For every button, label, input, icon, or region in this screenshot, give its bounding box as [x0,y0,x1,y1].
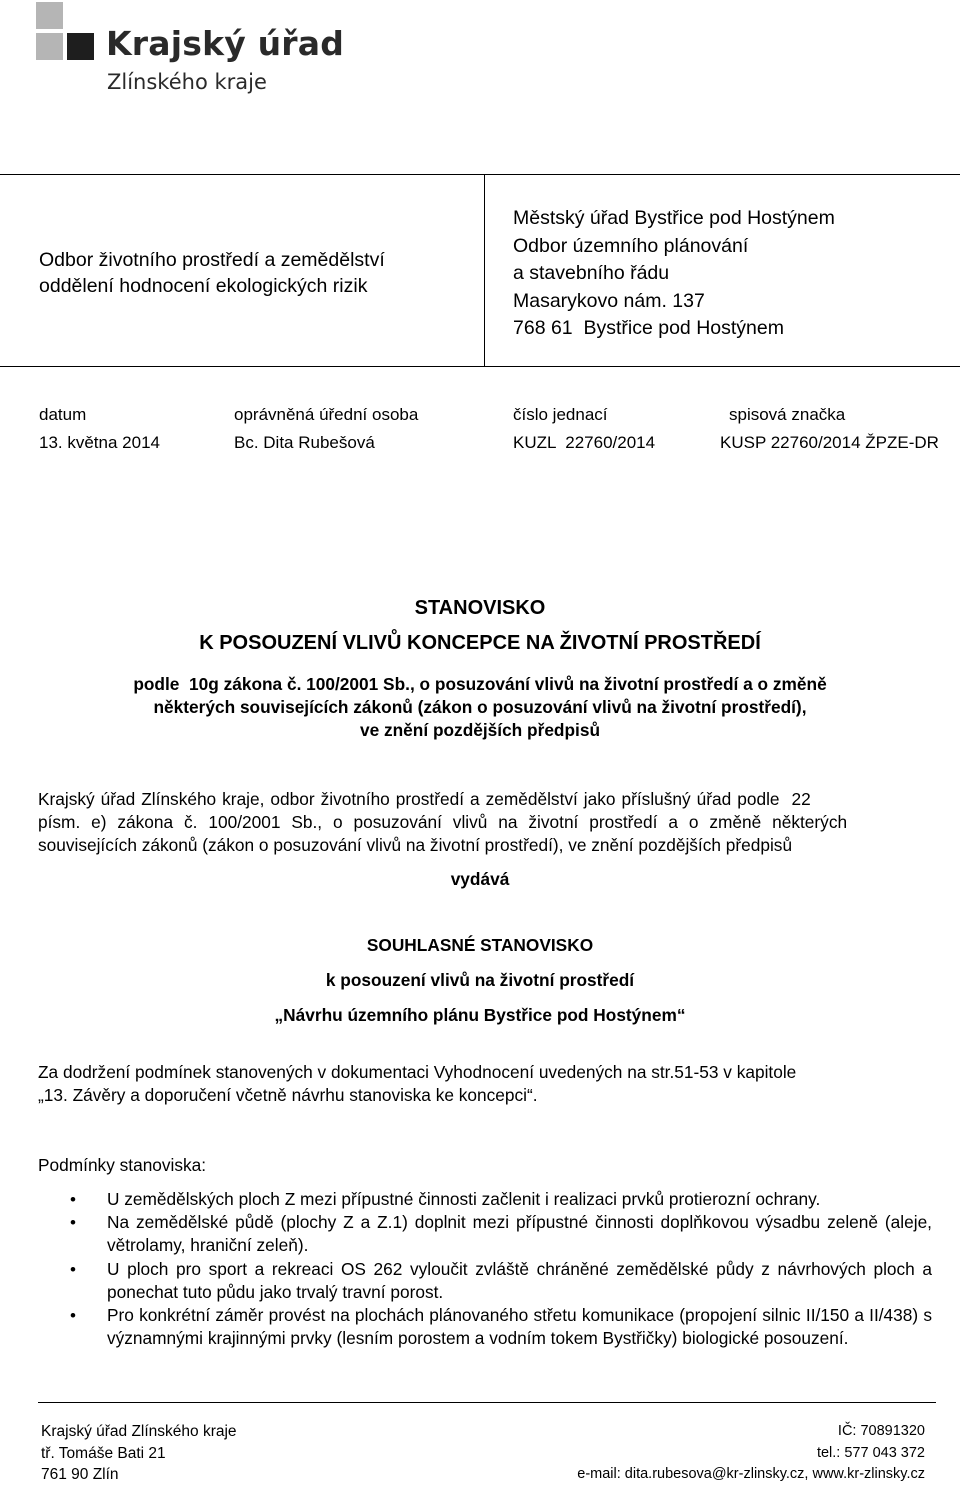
meta-label-reference: číslo jednací [513,405,608,424]
condition-item [70,1211,932,1257]
conditions-note-line-2: „13. Závěry a doporučení včetně návrhu stanoviska ke koncepci“. [38,1085,538,1105]
logo-title: Krajský úřad [106,24,345,63]
footer-address [41,1421,237,1486]
meta-official: Bc. Dita Rubešová [234,433,375,452]
intro-line-3: souvisejících zákonů (zákon o posuzování vlivů na životní prostředí), ve znění pozdějších předpisů [38,835,793,855]
recipient-line: Městský úřad Bystřice pod Hostýnem [513,207,835,229]
condition-item [70,1304,932,1350]
condition-item [70,1258,932,1304]
footer-contacts [577,1421,925,1486]
decision-subject: k posouzení vlivů na životní prostředí [325,970,635,990]
footer-ic: IČ: 70891320 [837,1423,925,1439]
condition-text: Pro konkrétní záměr provést na plochách plánovaného střetu komunikace (propojení silnic II/150 a II/438) s významnými krajinnými prvky (lesním porostem a vodním tokem Bystřičky) biologické posouzení. [107,1305,932,1349]
meta-file-mark: KUSP 22760/2014 ŽPZE-DR [720,433,939,452]
recipient-line: Masarykovo nám. 137 [513,289,705,312]
legal-basis-line-3: ve znění pozdějších předpisů [359,720,601,740]
sender-line-1: Odbor životního prostředí a zemědělství [39,249,385,271]
document-subtitle: K POSOUZENÍ VLIVŮ KONCEPCE NA ŽIVOTNÍ PROSTŘEDÍ [199,632,761,654]
bullet-icon: • [70,1213,76,1233]
address-bottom-rule [0,366,960,367]
logo-square-light [36,2,63,29]
decision-plan: „Návrhu územního plánu Bystřice pod Hostýnem“ [274,1005,686,1025]
intro-line-2: písm. e) zákona č. 100/2001 Sb., o posuzování vlivů na životní prostředí a o změně některých [38,812,848,832]
meta-label-file-mark: spisová značka [729,405,846,424]
decision-type: SOUHLASNÉ STANOVISKO [366,935,594,955]
footer-phone: tel.: 577 043 372 [816,1444,925,1461]
sender-department [39,247,385,299]
meta-label-date: datum [39,405,87,424]
recipient-line: 768 61 Bystřice pod Hostýnem [513,317,784,340]
conditions-label: Podmínky stanoviska: [38,1155,207,1175]
meta-date: 13. května 2014 [39,433,160,452]
intro-line-1: Krajský úřad Zlínského kraje, odbor životního prostředí a zemědělství jako příslušný úřad podle 22 [38,789,811,809]
recipient-line: Odbor územního plánování [513,234,749,257]
bullet-icon: • [70,1259,76,1279]
footer-city: 761 90 Zlín [41,1466,119,1483]
logo-square-dark [67,33,94,60]
conditions-note-line-1: Za dodržení podmínek stanovených v dokumentaci Vyhodnocení uvedených na str.51-53 v kapitole [38,1062,797,1082]
condition-text: Na zemědělské půdě (plochy Z a Z.1) doplnit mezi přípustné činnosti doplňkovou výsadbu zeleně (aleje, větrolamy, hraniční zeleň). [107,1212,932,1256]
footer-org: Krajský úřad Zlínského kraje [41,1423,237,1440]
logo-square-light-2 [36,33,63,60]
bullet-icon: • [70,1306,76,1326]
recipient-line: a stavebního řádu [513,262,670,285]
sender-line-2: oddělení hodnocení ekologických rizik [39,275,368,297]
meta-reference: KUZL 22760/2014 [513,433,656,452]
condition-text: U zemědělských ploch Z mezi přípustné činnosti začlenit i realizaci prvků protierozní ochrany. [107,1189,821,1209]
footer-street: tř. Tomáše Bati 21 [41,1444,166,1462]
address-divider [484,175,485,366]
bullet-icon: • [70,1190,76,1209]
document-title: STANOVISKO [414,597,546,619]
decision-verb: vydává [450,869,510,889]
address-top-rule [0,174,960,175]
footer-email-web: e-mail: dita.rubesova@kr-zlinsky.cz, www.kr-zlinsky.cz [577,1466,925,1482]
footer-rule [38,1402,936,1403]
recipient-address [513,205,835,343]
condition-text: U ploch pro sport a rekreaci OS 262 vyloučit zvláště chráněné zemědělské půdy z návrhových ploch a ponechat tuto půdu jako trvalý travní porost. [107,1258,932,1302]
logo-subtitle: Zlínského kraje [107,70,267,94]
conditions-list [70,1188,932,1350]
meta-label-official: oprávněná úřední osoba [234,405,419,424]
condition-item [70,1188,932,1211]
legal-basis-line-2: některých souvisejících zákonů (zákon o posuzování vlivů na životní prostředí), [153,697,807,717]
legal-basis-line-1: podle 10g zákona č. 100/2001 Sb., o posuzování vlivů na životní prostředí a o změně [133,674,827,694]
